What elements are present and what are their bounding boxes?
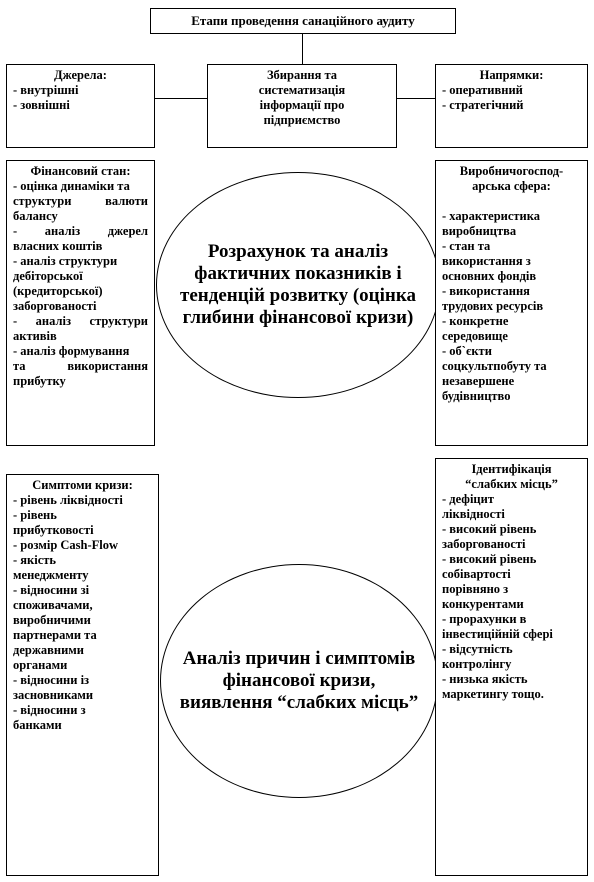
financial-state-heading: Фінансовий стан: [30,164,131,178]
diagram-title: Етапи проведення санаційного аудиту [150,8,456,34]
crisis-symptoms-item: споживачами, [13,598,93,612]
crisis-symptoms-box [6,474,159,876]
directions-item-strategic: - стратегічний [442,98,524,112]
financial-state-item: дебіторської [13,269,83,283]
financial-state-item: та використання [13,359,148,373]
production-sphere-item: середовище [442,329,508,343]
connector-center-to-left [154,98,208,99]
weak-points-item: ліквідності [442,507,505,521]
financial-state-item: (кредиторської) [13,284,103,298]
crisis-symptoms-item: - рівень [13,508,57,522]
production-sphere-item: основних фондів [442,269,537,283]
production-sphere-item: - конкретне [442,314,509,328]
crisis-symptoms-item: партнерами та [13,628,97,642]
crisis-symptoms-item: - рівень ліквідності [13,493,123,507]
financial-state-item: структури валюти [13,194,148,208]
production-sphere-heading-1: Виробничогоспод- [459,164,564,178]
production-sphere-item: використання з [442,254,531,268]
causes-analysis-ellipse: Аналіз причин і симптомів фінансової кризи, виявлення “слабких місць” [160,564,438,798]
weak-points-item: маркетингу тощо. [442,687,544,701]
production-sphere-item: - характеристика [442,209,541,223]
sources-item-external: - зовнішні [13,98,70,112]
weak-points-item: - дефіцит [442,492,494,506]
sources-item-internal: - внутрішні [13,83,79,97]
production-sphere-heading-2: арська сфера: [472,179,551,193]
crisis-symptoms-item: органами [13,658,68,672]
weak-points-box [435,458,588,876]
crisis-symptoms-item: менеджменту [13,568,89,582]
production-sphere-item: незавершене [442,374,515,388]
production-sphere-item: - об`єкти [442,344,492,358]
financial-state-item: - аналіз структури [13,314,148,328]
collection-line-4: підприємство [263,113,341,127]
crisis-symptoms-item: - якість [13,553,57,567]
weak-points-heading-2: “слабких місць” [465,477,558,491]
collection-line-1: Збирання та [266,68,338,82]
weak-points-item: - прорахунки в [442,612,527,626]
production-sphere-box [435,160,588,446]
crisis-symptoms-item: - відносини із [13,673,90,687]
financial-state-item: заборгованості [13,299,97,313]
weak-points-item: собівартості [442,567,511,581]
crisis-symptoms-item: засновниками [13,688,94,702]
weak-points-item: заборгованості [442,537,526,551]
calculation-ellipse: Розрахунок та аналіз фактичних показників і тенденцій розвитку (оцінка глибини фінансової кризи) [156,172,440,398]
sources-heading: Джерела: [54,68,107,82]
financial-state-item: - аналіз структури [13,254,118,268]
financial-state-item: власних коштів [13,239,103,253]
directions-heading: Напрямки: [479,68,544,82]
weak-points-item: - відсутність [442,642,513,656]
production-sphere-item: будівництво [442,389,511,403]
crisis-symptoms-item: - відносини зі [13,583,90,597]
crisis-symptoms-item: виробничими [13,613,91,627]
collection-line-2: систематизація [258,83,346,97]
production-sphere-item: виробництва [442,224,517,238]
weak-points-item: - високий рівень [442,522,537,536]
production-sphere-item: - стан та [442,239,491,253]
weak-points-item: - низька якість [442,672,528,686]
weak-points-item: конкурентами [442,597,524,611]
financial-state-item: прибутку [13,374,66,388]
crisis-symptoms-item: банками [13,718,62,732]
crisis-symptoms-item: - розмір Cash-Flow [13,538,119,552]
weak-points-item: порівняно з [442,582,509,596]
collection-box [207,64,397,148]
production-sphere-item: соцкультпобуту та [442,359,547,373]
crisis-symptoms-heading: Симптоми кризи: [32,478,133,492]
financial-state-item: - оцінка динаміки та [13,179,130,193]
weak-points-item: інвестиційній сфері [442,627,553,641]
directions-item-operational: - оперативний [442,83,523,97]
production-sphere-item: трудових ресурсів [442,299,544,313]
production-sphere-item: - використання [442,284,530,298]
financial-state-item: - аналіз формування [13,344,130,358]
weak-points-item: - високий рівень [442,552,537,566]
sources-box [6,64,155,148]
crisis-symptoms-item: державними [13,643,85,657]
collection-line-3: інформації про [259,98,345,112]
connector-title-to-center [302,34,303,64]
weak-points-item: контролінгу [442,657,512,671]
directions-box [435,64,588,148]
crisis-symptoms-item: прибутковості [13,523,94,537]
weak-points-heading-1: Ідентифікація [471,462,552,476]
financial-state-item: - аналіз джерел [13,224,148,238]
crisis-symptoms-item: - відносини з [13,703,86,717]
financial-state-item: активів [13,329,57,343]
financial-state-box [6,160,155,446]
financial-state-item: балансу [13,209,58,223]
connector-center-to-right [396,98,436,99]
